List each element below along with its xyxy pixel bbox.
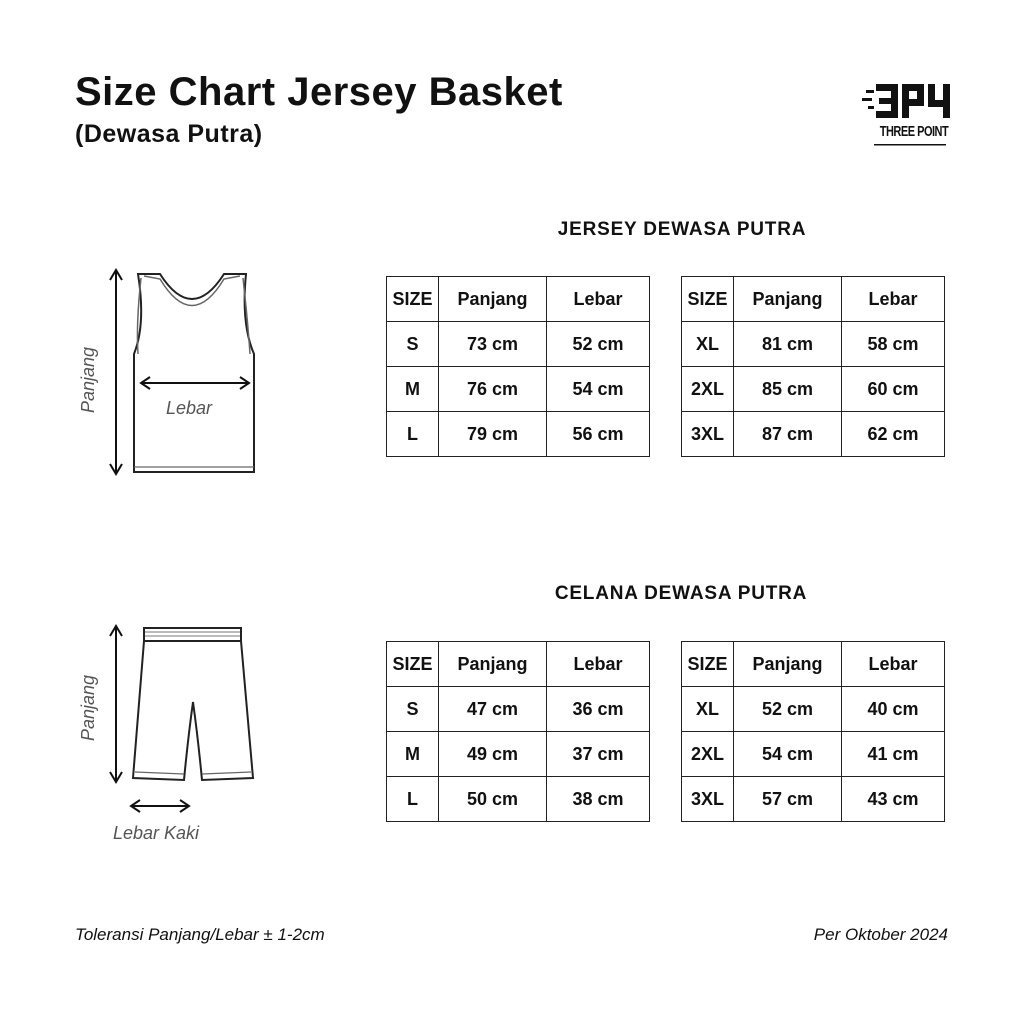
jersey-diagram xyxy=(100,262,270,482)
cell-panjang: 54 cm xyxy=(734,732,842,777)
header-panjang: Panjang xyxy=(734,277,842,322)
table-header-row xyxy=(387,642,650,687)
cell-panjang: 87 cm xyxy=(734,412,842,457)
page-subtitle: (Dewasa Putra) xyxy=(75,120,263,148)
cell-panjang: 47 cm xyxy=(439,687,547,732)
celana-table-left xyxy=(386,641,650,822)
cell-size: M xyxy=(387,732,439,777)
cell-size: M xyxy=(387,367,439,412)
jersey-length-label: Panjang xyxy=(78,346,98,413)
cell-panjang: 85 cm xyxy=(734,367,842,412)
cell-lebar: 56 cm xyxy=(547,412,650,457)
cell-lebar: 62 cm xyxy=(842,412,945,457)
header-size: SIZE xyxy=(682,277,734,322)
table-row xyxy=(682,322,945,367)
cell-size: S xyxy=(387,687,439,732)
shorts-length-label: Panjang xyxy=(78,674,98,741)
table-row xyxy=(387,777,650,822)
cell-lebar: 37 cm xyxy=(547,732,650,777)
cell-size: 2XL xyxy=(682,367,734,412)
cell-lebar: 41 cm xyxy=(842,732,945,777)
header-lebar: Lebar xyxy=(842,277,945,322)
table-row xyxy=(682,732,945,777)
table-header-row xyxy=(387,277,650,322)
cell-lebar: 58 cm xyxy=(842,322,945,367)
table-row xyxy=(387,412,650,457)
cell-panjang: 81 cm xyxy=(734,322,842,367)
table-row xyxy=(682,777,945,822)
celana-table-right xyxy=(681,641,945,822)
cell-lebar: 52 cm xyxy=(547,322,650,367)
cell-size: L xyxy=(387,412,439,457)
cell-panjang: 73 cm xyxy=(439,322,547,367)
table-row xyxy=(387,322,650,367)
cell-lebar: 54 cm xyxy=(547,367,650,412)
header-panjang: Panjang xyxy=(439,642,547,687)
table-row xyxy=(682,687,945,732)
cell-size: 3XL xyxy=(682,777,734,822)
jersey-table-left xyxy=(386,276,650,457)
table-header-row xyxy=(682,277,945,322)
jersey-section-title: JERSEY DEWASA PUTRA xyxy=(557,219,807,240)
header-panjang: Panjang xyxy=(734,642,842,687)
header-size: SIZE xyxy=(682,642,734,687)
header-lebar: Lebar xyxy=(547,642,650,687)
cell-lebar: 40 cm xyxy=(842,687,945,732)
date-note: Per Oktober 2024 xyxy=(813,925,948,944)
header-lebar: Lebar xyxy=(842,642,945,687)
cell-size: 2XL xyxy=(682,732,734,777)
header-size: SIZE xyxy=(387,642,439,687)
cell-lebar: 38 cm xyxy=(547,777,650,822)
cell-size: XL xyxy=(682,322,734,367)
cell-size: XL xyxy=(682,687,734,732)
header-size: SIZE xyxy=(387,277,439,322)
celana-section-title: CELANA DEWASA PUTRA xyxy=(554,583,808,604)
cell-lebar: 43 cm xyxy=(842,777,945,822)
table-row xyxy=(387,732,650,777)
cell-lebar: 60 cm xyxy=(842,367,945,412)
cell-panjang: 79 cm xyxy=(439,412,547,457)
table-row xyxy=(682,412,945,457)
page-title: Size Chart Jersey Basket xyxy=(75,70,563,114)
cell-size: 3XL xyxy=(682,412,734,457)
table-row xyxy=(387,367,650,412)
cell-size: S xyxy=(387,322,439,367)
cell-lebar: 36 cm xyxy=(547,687,650,732)
logo-text: THREE POINT xyxy=(879,124,949,140)
jersey-width-label: Lebar xyxy=(166,398,213,418)
cell-size: L xyxy=(387,777,439,822)
cell-panjang: 49 cm xyxy=(439,732,547,777)
table-row xyxy=(682,367,945,412)
jersey-table-right xyxy=(681,276,945,457)
tolerance-note: Toleransi Panjang/Lebar ± 1-2cm xyxy=(75,925,325,944)
cell-panjang: 76 cm xyxy=(439,367,547,412)
shorts-width-label: Lebar Kaki xyxy=(113,823,200,843)
table-row xyxy=(387,687,650,732)
header-panjang: Panjang xyxy=(439,277,547,322)
shorts-diagram xyxy=(100,622,270,822)
cell-panjang: 57 cm xyxy=(734,777,842,822)
cell-panjang: 50 cm xyxy=(439,777,547,822)
cell-panjang: 52 cm xyxy=(734,687,842,732)
header-lebar: Lebar xyxy=(547,277,650,322)
table-header-row xyxy=(682,642,945,687)
